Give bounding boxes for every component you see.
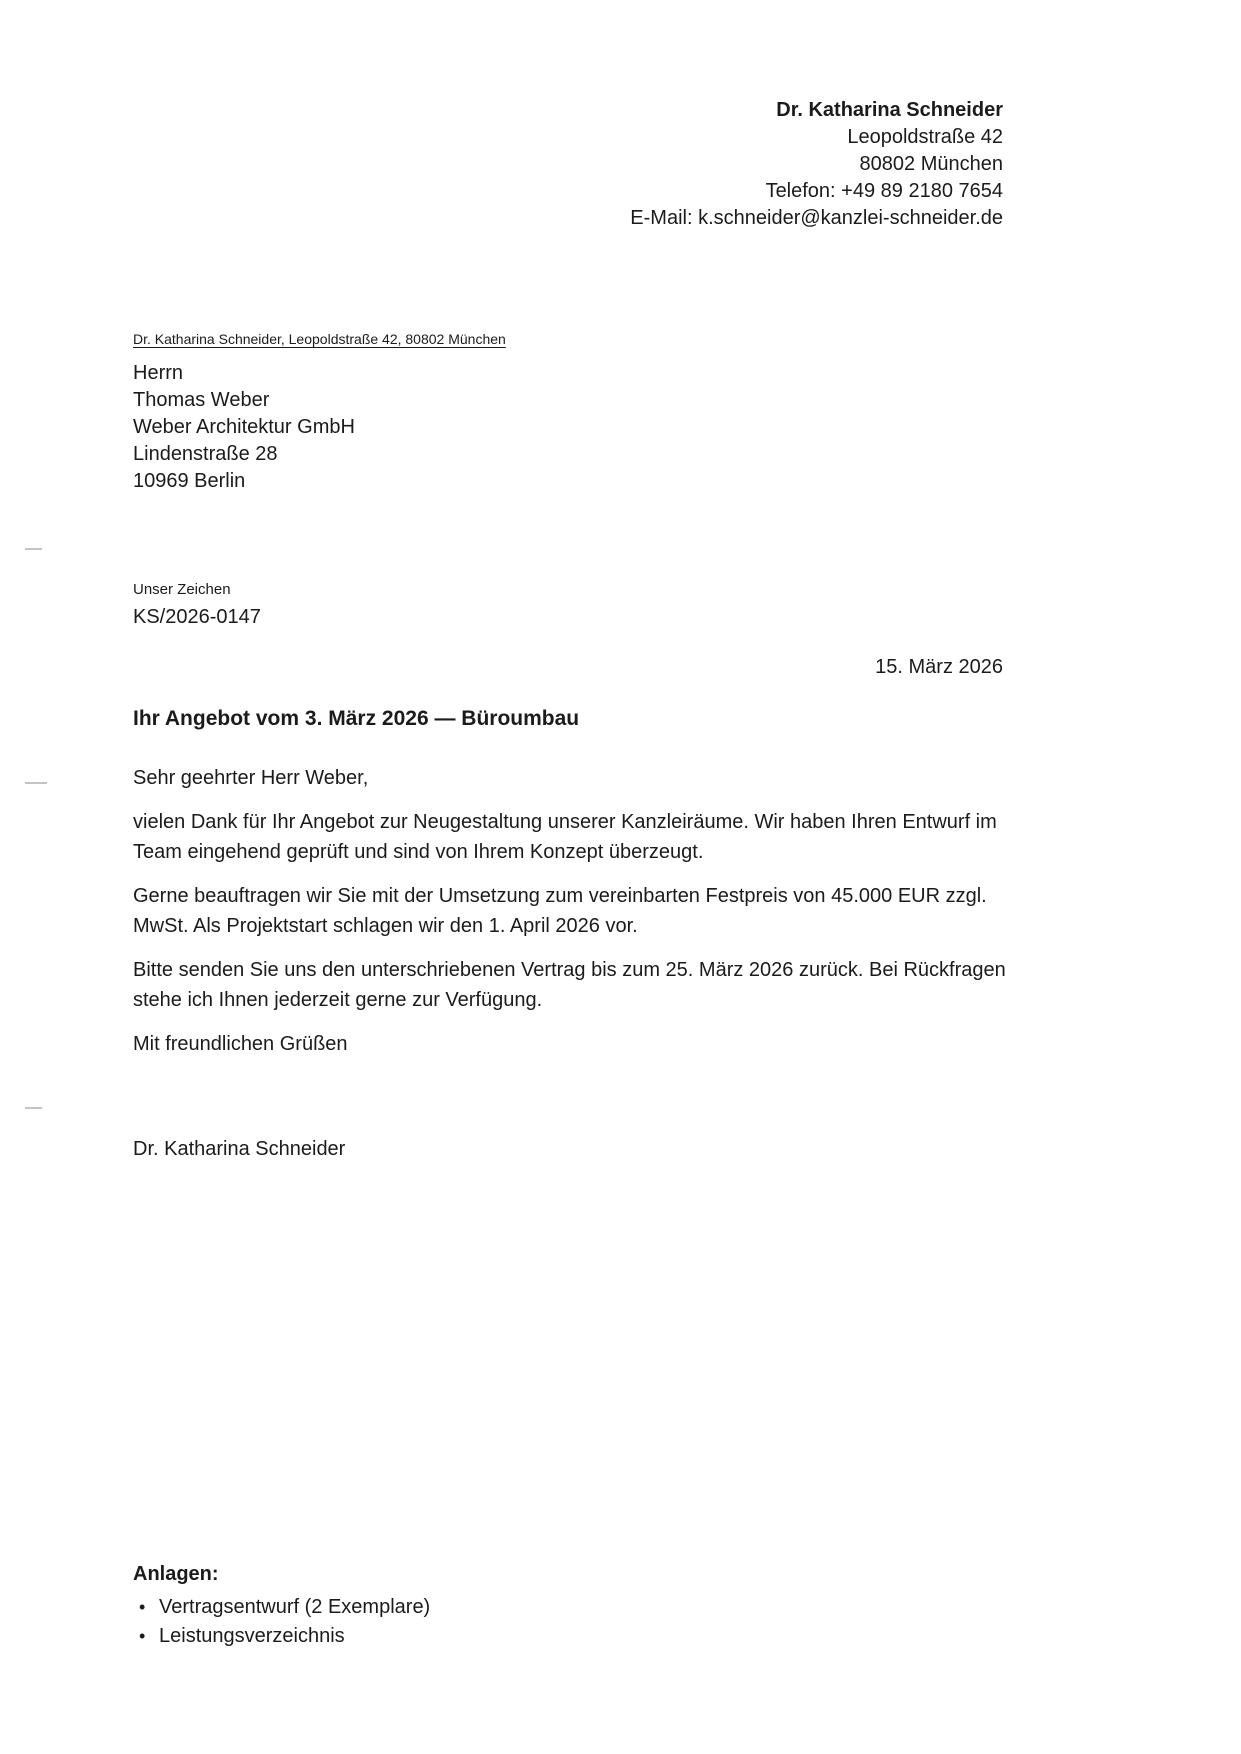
reference-value: KS/2026-0147 (133, 606, 261, 628)
center-punch-mark (25, 782, 47, 784)
letter-date: 15. März 2026 (875, 656, 1003, 678)
subject-line: Ihr Angebot vom 3. März 2026 — Büroumbau (133, 707, 580, 730)
signature-name: Dr. Katharina Schneider (133, 1138, 346, 1160)
fold-mark-top (25, 548, 42, 550)
recipient-name: Thomas Weber (133, 389, 270, 411)
letter-body (133, 763, 1007, 1073)
enclosures-label: Anlagen: (133, 1563, 219, 1585)
paragraph-3: Bitte senden Sie uns den unterschriebenen Vertrag bis zum 25. März 2026 zurück. Bei Rückfragen stehe ich Ihnen jederzeit gerne zur Verfügung. (133, 959, 1006, 1011)
recipient-company: Weber Architektur GmbH (133, 416, 355, 438)
recipient-city: 10969 Berlin (133, 470, 246, 492)
sender-block (630, 97, 1003, 232)
paragraph-2: Gerne beauftragen wir Sie mit der Umsetzung zum vereinbarten Festpreis von 45.000 EUR zzgl. MwSt. Als Projektstart schlagen wir den 1. April 2026 vor. (133, 885, 987, 937)
recipient-salutation-line: Herrn (133, 362, 184, 384)
paragraph-1: vielen Dank für Ihr Angebot zur Neugestaltung unserer Kanzleiräume. Wir haben Ihren Entwurf im Team eingehend geprüft und sind von Ihrem Konzept überzeugt. (133, 811, 997, 863)
reference-label: Unser Zeichen (133, 581, 231, 598)
enclosures-list (133, 1593, 430, 1651)
sender-street: Leopoldstraße 42 (847, 126, 1003, 148)
recipient-block (133, 360, 355, 495)
enclosure-item: • Vertragsentwurf (2 Exemplare) (133, 1593, 430, 1622)
reference-block (133, 581, 261, 629)
salutation: Sehr geehrter Herr Weber, (133, 767, 369, 789)
sender-phone: Telefon: +49 89 2180 7654 (765, 180, 1003, 202)
sender-city: 80802 München (859, 153, 1003, 175)
enclosure-item: • Leistungsverzeichnis (133, 1622, 430, 1651)
sender-email: E-Mail: k.schneider@kanzlei-schneider.de (630, 207, 1003, 229)
fold-mark-bottom (25, 1107, 42, 1109)
recipient-street: Lindenstraße 28 (133, 443, 278, 465)
closing-phrase: Mit freundlichen Grüßen (133, 1033, 348, 1055)
enclosures-block (133, 1563, 430, 1651)
sender-name: Dr. Katharina Schneider (776, 99, 1003, 121)
return-address-line: Dr. Katharina Schneider, Leopoldstraße 42, 80802 München (133, 331, 506, 347)
